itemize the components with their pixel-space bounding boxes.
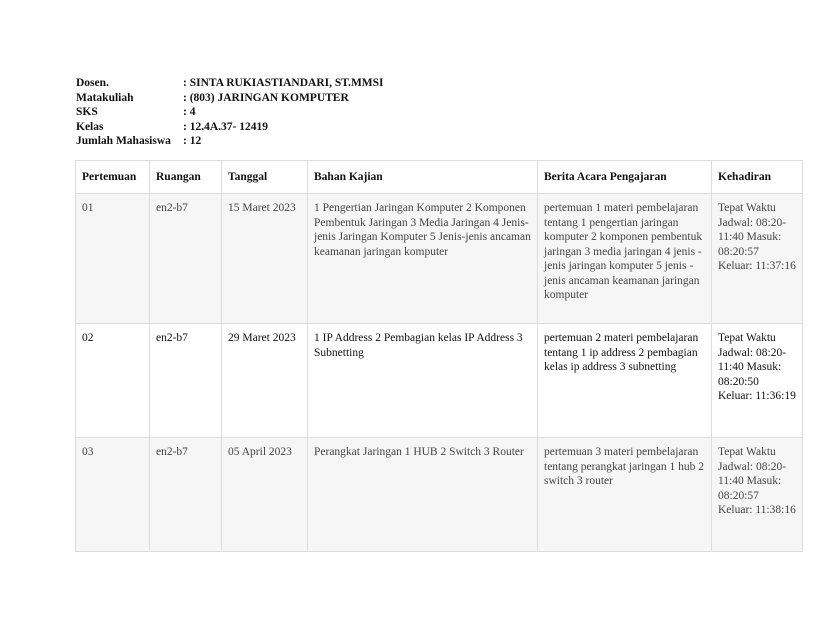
cell-kehadiran: Tepat Waktu Jadwal: 08:20-11:40 Masuk: 08:20:57 Keluar: 11:38:16 xyxy=(712,438,803,552)
info-value: : (803) JARINGAN KOMPUTER xyxy=(183,91,349,104)
cell-berita-acara: pertemuan 2 materi pembelajaran tentang 1 ip address 2 pembagian kelas ip address 3 subnetting xyxy=(538,324,712,438)
cell-pertemuan: 02 xyxy=(76,324,150,438)
info-value: : 12 xyxy=(183,135,202,147)
info-row-dosen xyxy=(76,76,384,91)
cell-pertemuan: 03 xyxy=(76,438,150,552)
info-label: Matakuliah xyxy=(76,91,134,104)
cell-bahan-kajian: 1 IP Address 2 Pembagian kelas IP Address 3 Subnetting xyxy=(308,324,538,438)
table-row xyxy=(76,324,803,438)
cell-tanggal: 29 Maret 2023 xyxy=(222,324,308,438)
cell-ruangan: en2-b7 xyxy=(150,438,222,552)
header-tanggal: Tanggal xyxy=(222,161,308,194)
attendance-table xyxy=(75,160,803,552)
cell-bahan-kajian: Perangkat Jaringan 1 HUB 2 Switch 3 Router xyxy=(308,438,538,552)
info-label: Jumlah Mahasiswa xyxy=(76,135,171,147)
cell-tanggal: 05 April 2023 xyxy=(222,438,308,552)
cell-kehadiran: Tepat Waktu Jadwal: 08:20-11:40 Masuk: 08:20:50 Keluar: 11:36:19 xyxy=(712,324,803,438)
cell-ruangan: en2-b7 xyxy=(150,324,222,438)
info-row-jumlah-mahasiswa xyxy=(76,134,384,149)
cell-pertemuan: 01 xyxy=(76,194,150,324)
header-pertemuan: Pertemuan xyxy=(76,161,150,194)
info-row-sks xyxy=(76,105,384,120)
table-row xyxy=(76,438,803,552)
header-berita-acara: Berita Acara Pengajaran xyxy=(538,161,712,194)
info-value: : SINTA RUKIASTIANDARI, ST.MMSI xyxy=(183,77,384,89)
header-bahan-kajian: Bahan Kajian xyxy=(308,161,538,194)
cell-berita-acara: pertemuan 1 materi pembelajaran tentang 1 pengertian jaringan komputer 2 komponen pembentuk jaringan 3 media jaringan 4 jenis -jenis jaringan komputer 5 jenis -jenis ancaman keamanan jaringan komputer xyxy=(538,194,712,324)
info-row-kelas xyxy=(76,120,384,135)
table-row xyxy=(76,194,803,324)
cell-tanggal: 15 Maret 2023 xyxy=(222,194,308,324)
info-label: Dosen. xyxy=(76,77,109,89)
info-label: SKS xyxy=(76,106,98,118)
cell-berita-acara: pertemuan 3 materi pembelajaran tentang perangkat jaringan 1 hub 2 switch 3 router xyxy=(538,438,712,552)
course-info xyxy=(76,76,384,149)
cell-bahan-kajian: 1 Pengertian Jaringan Komputer 2 Komponen Pembentuk Jaringan 3 Media Jaringan 4 Jenis-jenis Jaringan Komputer 5 Jenis-jenis ancaman keamanan jaringan komputer xyxy=(308,194,538,324)
cell-kehadiran: Tepat Waktu Jadwal: 08:20-11:40 Masuk: 08:20:57 Keluar: 11:37:16 xyxy=(712,194,803,324)
cell-ruangan: en2-b7 xyxy=(150,194,222,324)
info-value: : 12.4A.37- 12419 xyxy=(183,120,268,133)
info-value: : 4 xyxy=(183,106,196,118)
info-row-matakuliah xyxy=(76,91,384,106)
header-ruangan: Ruangan xyxy=(150,161,222,194)
info-label: Kelas xyxy=(76,120,104,133)
table-header-row xyxy=(76,161,803,194)
header-kehadiran: Kehadiran xyxy=(712,161,803,194)
